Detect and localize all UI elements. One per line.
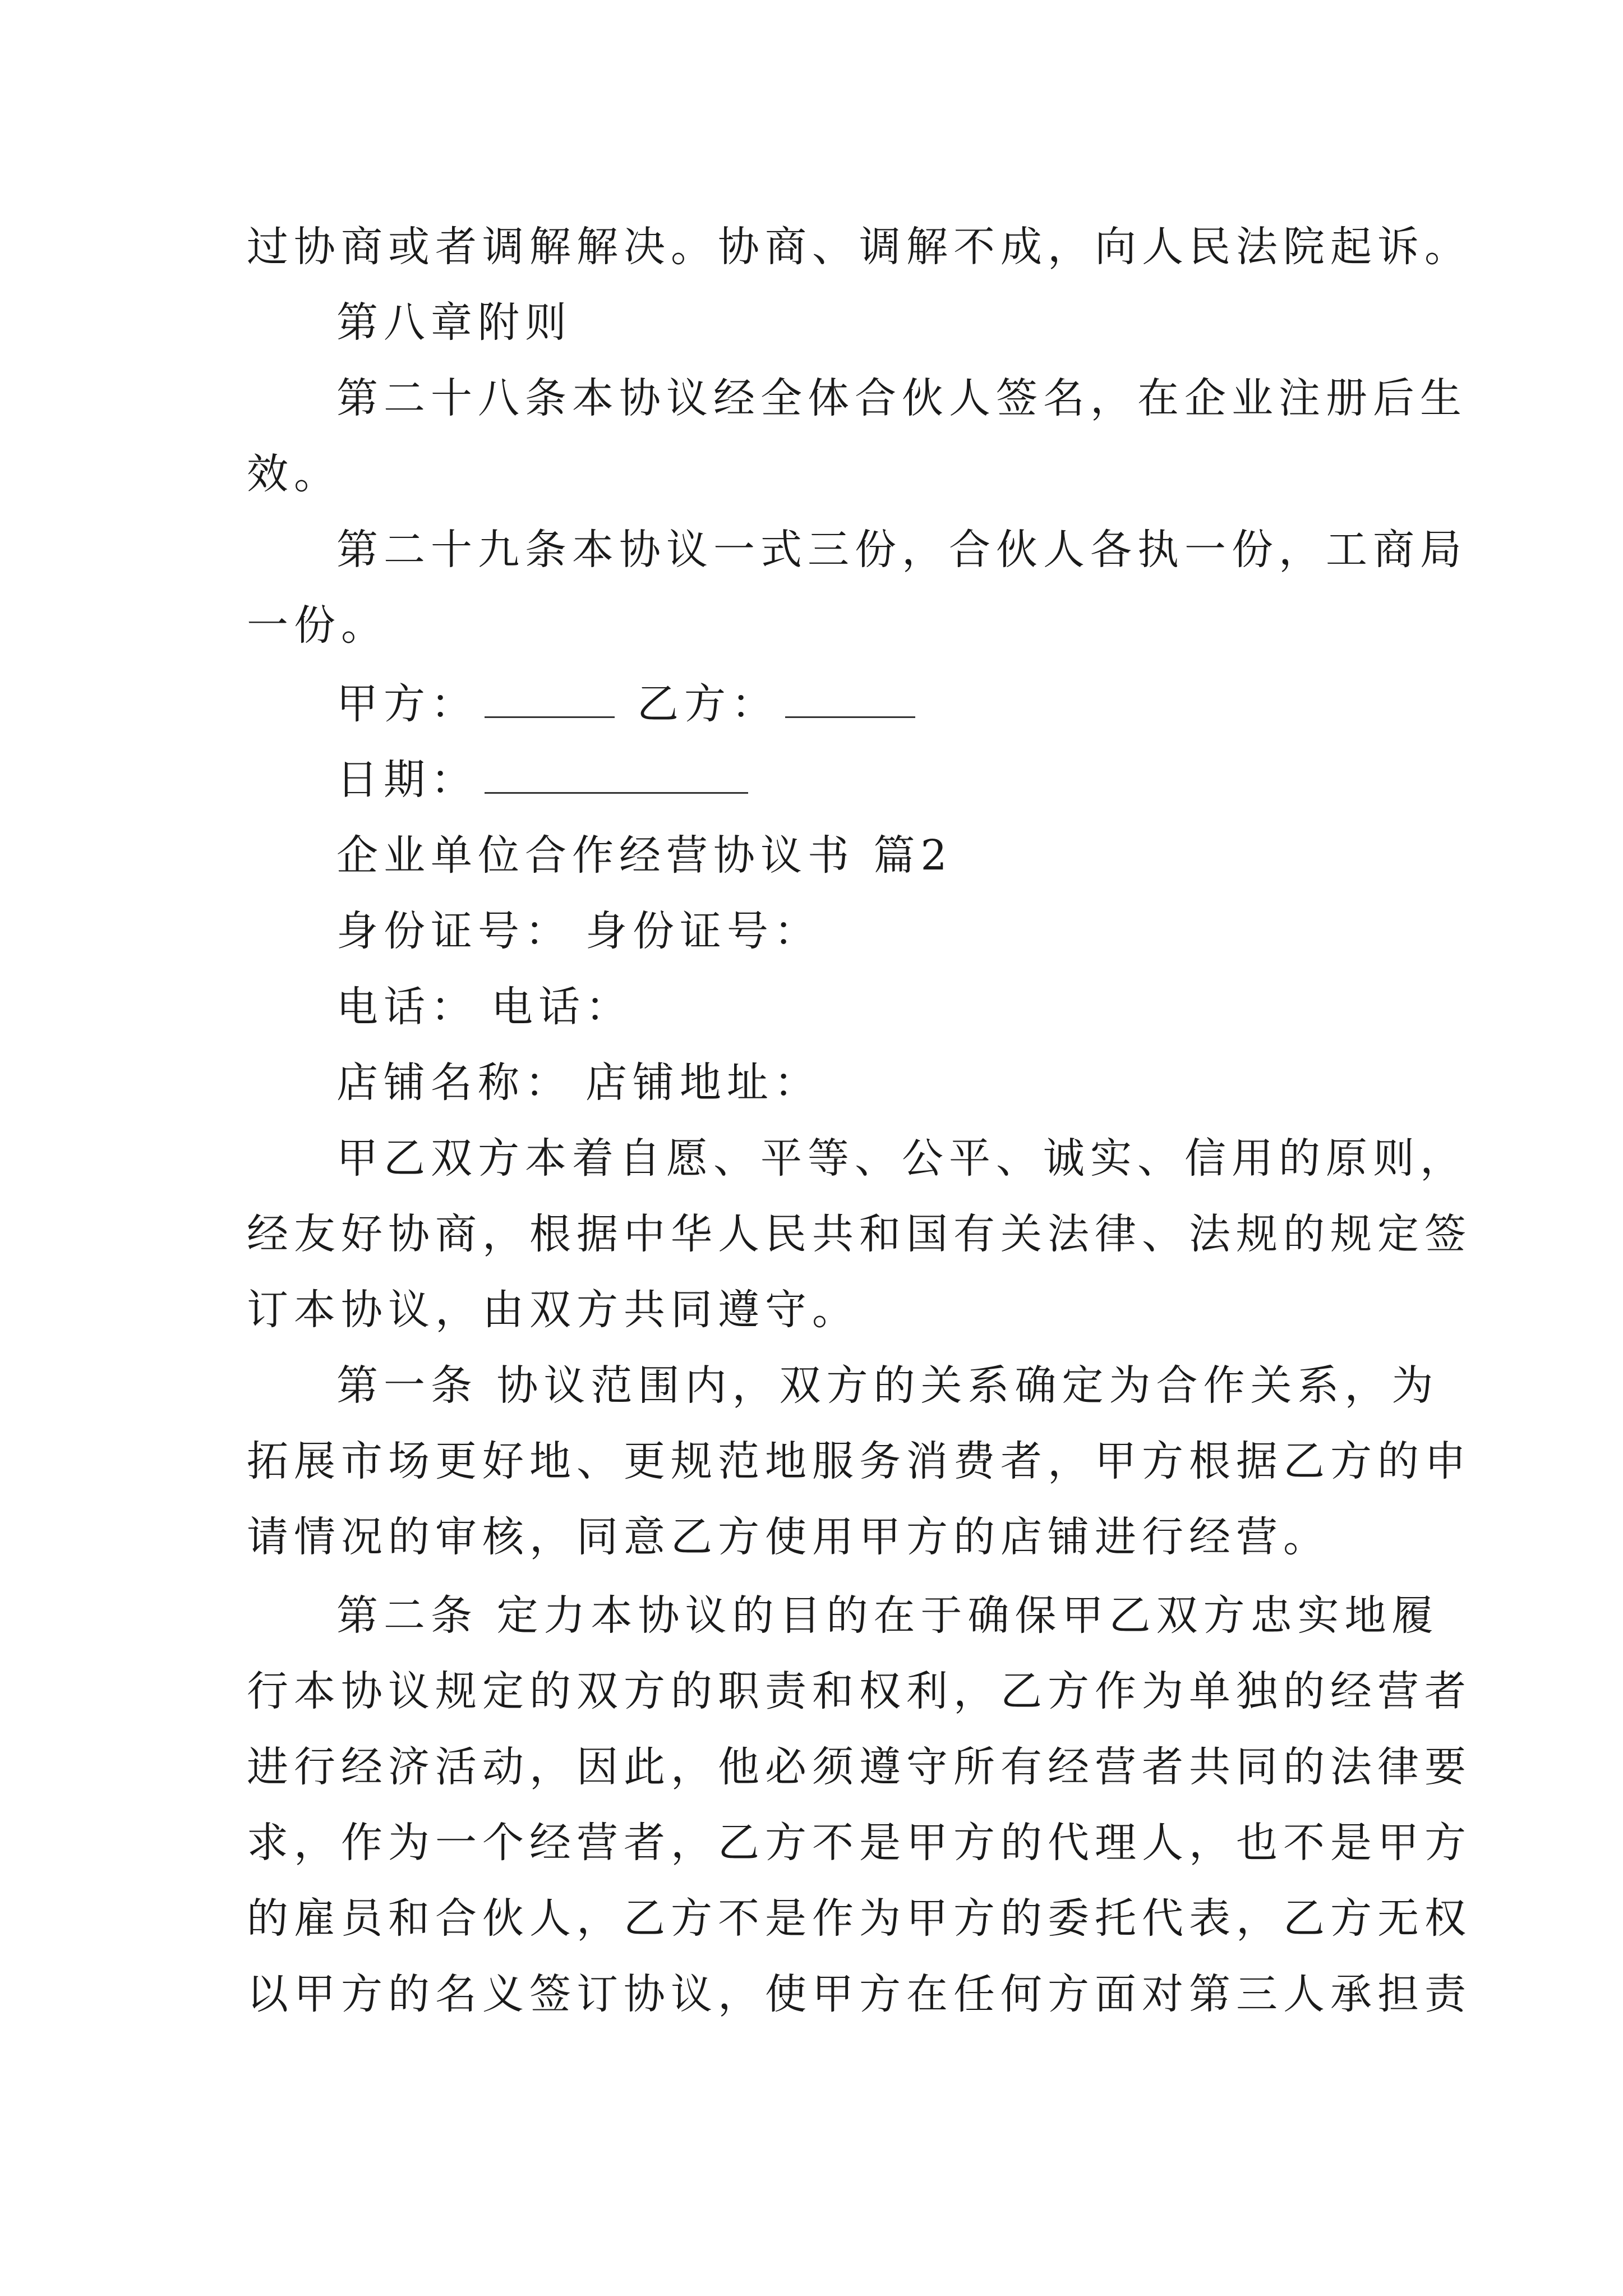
date-blank[interactable] — [485, 786, 748, 794]
text-line: 第一条 协议范围内，双方的关系确定为合作关系，为 — [336, 1361, 1439, 1410]
text-line: 效。 — [247, 450, 341, 498]
text-line: 请情况的审核，同意乙方使用甲方的店铺进行经营。 — [247, 1513, 1330, 1561]
chapter-heading: 第八章附则 — [336, 298, 572, 347]
section-title: 企业单位合作经营协议书 篇2 — [336, 831, 953, 880]
text-line: 第二条 定力本协议的目的在于确保甲乙双方忠实地履 — [336, 1591, 1439, 1640]
text-line: 第二十九条本协议一式三份，合伙人各执一份，工商局 — [336, 526, 1467, 574]
text-line: 拓展市场更好地、更规范地服务消费者，甲方根据乙方的申 — [247, 1437, 1472, 1485]
date-row — [336, 754, 748, 805]
signature-row — [336, 679, 915, 729]
phone-row — [336, 982, 633, 1032]
date-label: 日期： — [336, 756, 478, 804]
id-number-b-label: 身份证号： — [585, 907, 821, 955]
party-a-signature-blank[interactable] — [485, 711, 615, 718]
store-name-label: 店铺名称： — [336, 1059, 572, 1107]
text-line: 第二十八条本协议经全体合伙人签名，在企业注册后生 — [336, 374, 1467, 422]
text-line: 一份。 — [247, 601, 388, 650]
party-b-label: 乙方： — [637, 680, 778, 728]
text-line: 过协商或者调解解决。协商、调解不成，向人民法院起诉。 — [247, 223, 1472, 271]
id-number-row — [336, 906, 821, 956]
text-line: 经友好协商，根据中华人民共和国有关法律、法规的规定签 — [247, 1210, 1472, 1258]
text-line: 行本协议规定的双方的职责和权利，乙方作为单独的经营者 — [247, 1667, 1472, 1715]
text-line: 求，作为一个经营者，乙方不是甲方的代理人，也不是甲方 — [247, 1819, 1472, 1867]
party-a-label: 甲方： — [336, 680, 478, 728]
text-line: 甲乙双方本着自愿、平等、公平、诚实、信用的原则， — [336, 1134, 1467, 1182]
party-b-signature-blank[interactable] — [785, 711, 915, 718]
id-number-a-label: 身份证号： — [336, 907, 572, 955]
store-row — [336, 1057, 821, 1108]
text-line: 的雇员和合伙人，乙方不是作为甲方的委托代表，乙方无权 — [247, 1894, 1472, 1943]
text-line: 以甲方的名义签订协议，使甲方在任何方面对第三人承担责 — [247, 1970, 1472, 2018]
phone-a-label: 电话： — [336, 983, 478, 1031]
phone-b-label: 电话： — [491, 983, 633, 1031]
store-address-label: 店铺地址： — [585, 1059, 821, 1107]
text-line: 订本协议，由双方共同遵守。 — [247, 1286, 859, 1334]
text-line: 进行经济活动，因此，他必须遵守所有经营者共同的法律要 — [247, 1743, 1472, 1791]
